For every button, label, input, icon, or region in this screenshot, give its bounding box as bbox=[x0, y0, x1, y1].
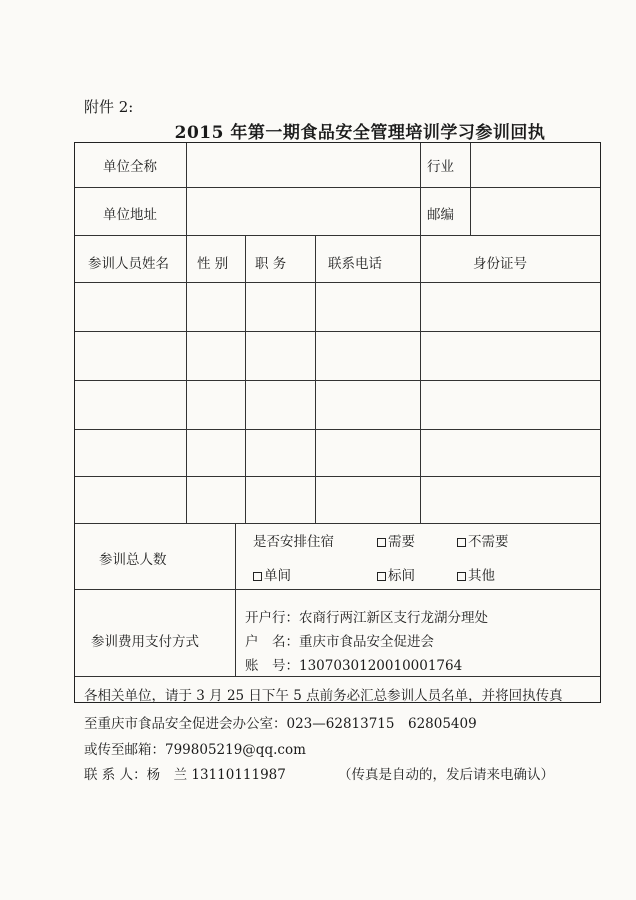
notes-fax-confirm: （传真是自动的，发后请来电确认） bbox=[338, 767, 554, 783]
header-phone: 联系电话 bbox=[328, 256, 382, 272]
notes-line-3: 或传至邮箱：799805219@qq.com bbox=[84, 742, 306, 758]
option-other[interactable]: 其他 bbox=[457, 564, 495, 584]
header-position: 职 务 bbox=[255, 256, 287, 272]
header-id: 身份证号 bbox=[473, 256, 527, 272]
attachment-label: 附件 2: bbox=[84, 98, 134, 116]
accommodation-label: 是否安排住宿 bbox=[253, 534, 334, 550]
total-label: 参训总人数 bbox=[99, 552, 167, 568]
account-name: 户 名：重庆市食品安全促进会 bbox=[245, 634, 434, 650]
option-no-need[interactable]: 不需要 bbox=[457, 530, 509, 550]
checkbox-icon[interactable] bbox=[253, 572, 262, 581]
notes-line-2: 至重庆市食品安全促进会办公室：023—62813715 62805409 bbox=[84, 716, 477, 732]
col-divider bbox=[420, 235, 421, 523]
payment-label: 参训费用支付方式 bbox=[91, 634, 199, 650]
row-divider bbox=[75, 282, 600, 283]
col-divider bbox=[420, 143, 421, 235]
row-divider bbox=[75, 676, 600, 677]
row-divider bbox=[75, 331, 600, 332]
checkbox-icon[interactable] bbox=[457, 538, 466, 547]
notes-line-1: 各相关单位，请于 3 月 25 日下午 5 点前务必汇总参训人员名单，并将回执传真 bbox=[84, 688, 563, 704]
bank-line: 开户行：农商行两江新区支行龙湖分理处 bbox=[245, 610, 488, 626]
header-name: 参训人员姓名 bbox=[88, 256, 169, 272]
header-gender: 性 别 bbox=[197, 256, 229, 272]
industry-label: 行业 bbox=[427, 159, 454, 175]
row-divider bbox=[75, 523, 600, 524]
col-divider bbox=[235, 523, 236, 676]
option-need[interactable]: 需要 bbox=[377, 530, 415, 550]
account-number: 账 号：1307030120010001764 bbox=[245, 658, 463, 674]
page-title: 2015 年第一期食品安全管理培训学习参训回执 bbox=[174, 123, 546, 143]
col-divider bbox=[470, 143, 471, 235]
row-divider bbox=[75, 589, 600, 590]
col-divider bbox=[315, 235, 316, 523]
row-divider bbox=[75, 235, 600, 236]
col-divider bbox=[186, 143, 187, 235]
checkbox-icon[interactable] bbox=[377, 538, 386, 547]
checkbox-icon[interactable] bbox=[457, 572, 466, 581]
registration-form bbox=[74, 142, 601, 703]
unit-name-label: 单位全称 bbox=[103, 159, 157, 175]
col-divider bbox=[186, 235, 187, 523]
postcode-label: 邮编 bbox=[427, 207, 454, 223]
row-divider bbox=[75, 187, 600, 188]
checkbox-icon[interactable] bbox=[377, 572, 386, 581]
notes-contact: 联 系 人：杨 兰 13110111987 bbox=[84, 767, 286, 783]
row-divider bbox=[75, 476, 600, 477]
option-standard-room[interactable]: 标间 bbox=[377, 564, 415, 584]
col-divider bbox=[245, 235, 246, 523]
row-divider bbox=[75, 380, 600, 381]
row-divider bbox=[75, 429, 600, 430]
option-single-room[interactable]: 单间 bbox=[253, 564, 291, 584]
unit-address-label: 单位地址 bbox=[103, 207, 157, 223]
